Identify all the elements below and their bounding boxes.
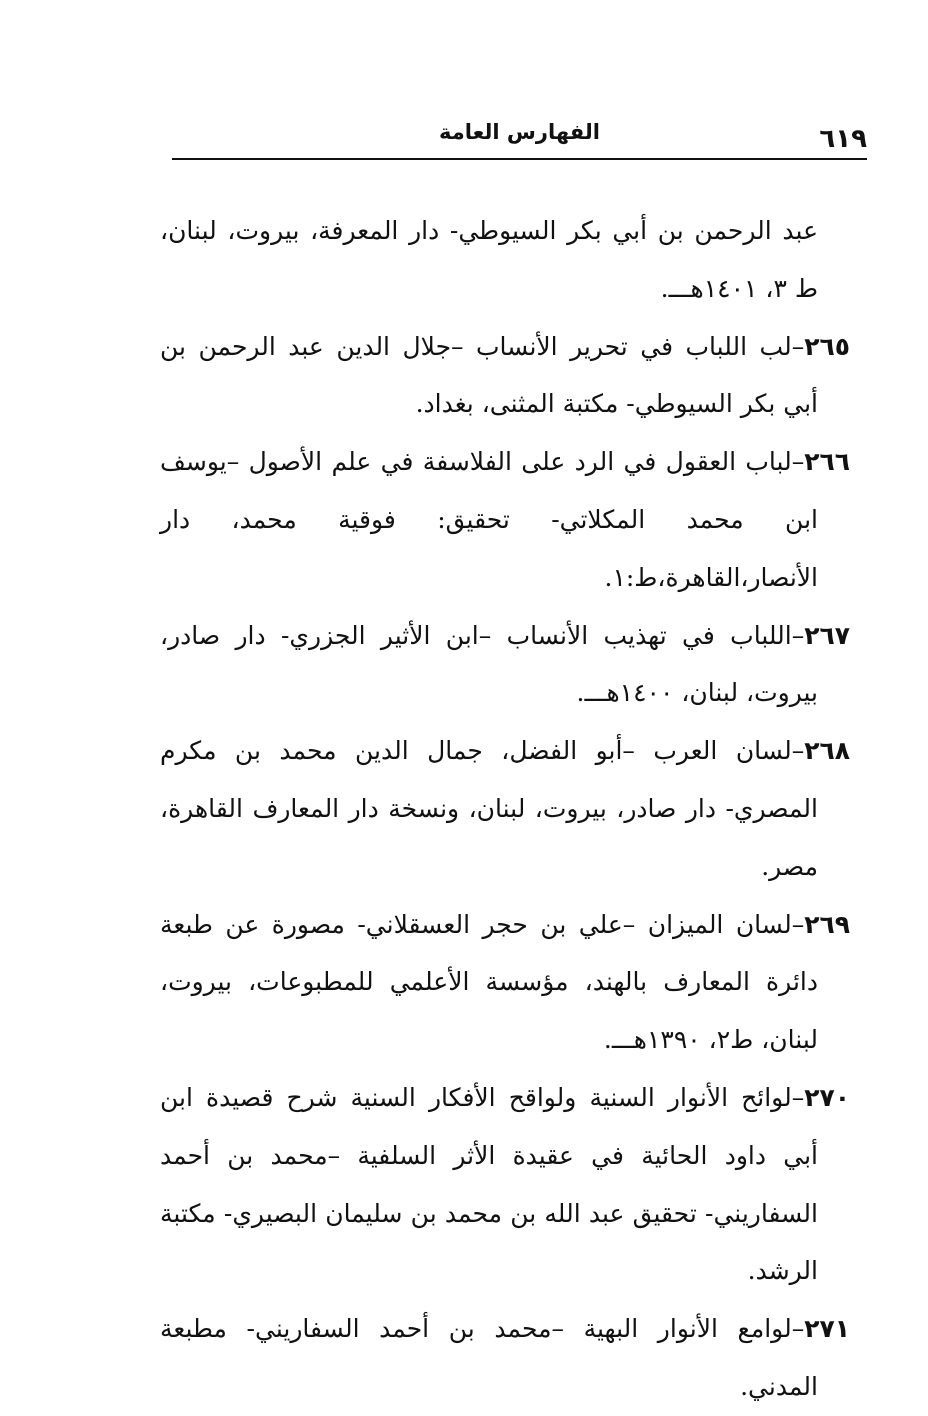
header-divider [172,158,867,160]
index-entry-265 [160,318,850,434]
index-entry-271 [160,1300,850,1416]
entry-number: ٢٦٥ [804,331,850,361]
entry-number: ٢٧١ [804,1314,850,1344]
entry-number: ٢٦٨ [804,736,850,766]
running-header-title: الفهارس العامة [439,120,600,144]
index-entry-267 [160,607,850,723]
entry-number: ٢٧٠ [804,1082,850,1112]
entry-text: –اللباب في تهذيب الأنساب –ابن الأثير الجزري- دار صادر، بيروت، لبنان، ١٤٠٠هـــ. [160,620,818,708]
entry-number: ٢٦٦ [804,447,850,477]
entry-text: –لوائح الأنوار السنية ولواقح الأفكار السنية شرح قصيدة ابن أبي داود الحائية في عقيدة الأثر السلفية –محمد بن أحمد السفاريني- تحقيق عبد الله بن محمد بن سليمان البصيري- مكتبة الرشد. [160,1082,818,1286]
entry-text: –لب اللباب في تحرير الأنساب –جلال الدين عبد الرحمن بن أبي بكر السيوطي- مكتبة المثنى، بغداد. [160,331,818,419]
entry-number: ٢٦٩ [804,909,850,939]
entry-number: ٢٦٧ [804,620,850,650]
index-entry-270 [160,1069,850,1300]
index-entries [160,202,850,1416]
index-entry-268 [160,722,850,895]
index-entry-continuation [160,202,850,318]
entry-text: –لباب العقول في الرد على الفلاسفة في علم الأصول –يوسف ابن محمد المكلاتي- تحقيق: فوقية محمد، دار الأنصار،القاهرة،ط:١. [160,447,818,592]
page-number: ٦١٩ [819,124,867,154]
entry-text: –لسان الميزان –علي بن حجر العسقلاني- مصورة عن طبعة دائرة المعارف بالهند، مؤسسة الأعلمي للمطبوعات، بيروت، لبنان، ط٢، ١٣٩٠هـــ. [160,909,818,1055]
entry-text: –لوامع الأنوار البهية –محمد بن أحمد السفاريني- مطبعة المدني. [160,1314,818,1401]
page-header [172,112,867,160]
index-entry-269 [160,896,850,1069]
entry-text: عبد الرحمن بن أبي بكر السيوطي- دار المعرفة، بيروت، لبنان، ط ٣، ١٤٠١هـــ. [160,216,818,303]
index-entry-266 [160,433,850,606]
entry-text: –لسان العرب –أبو الفضل، جمال الدين محمد بن مكرم المصري- دار صادر، بيروت، لبنان، ونسخة دار المعارف القاهرة، مصر. [160,736,818,881]
